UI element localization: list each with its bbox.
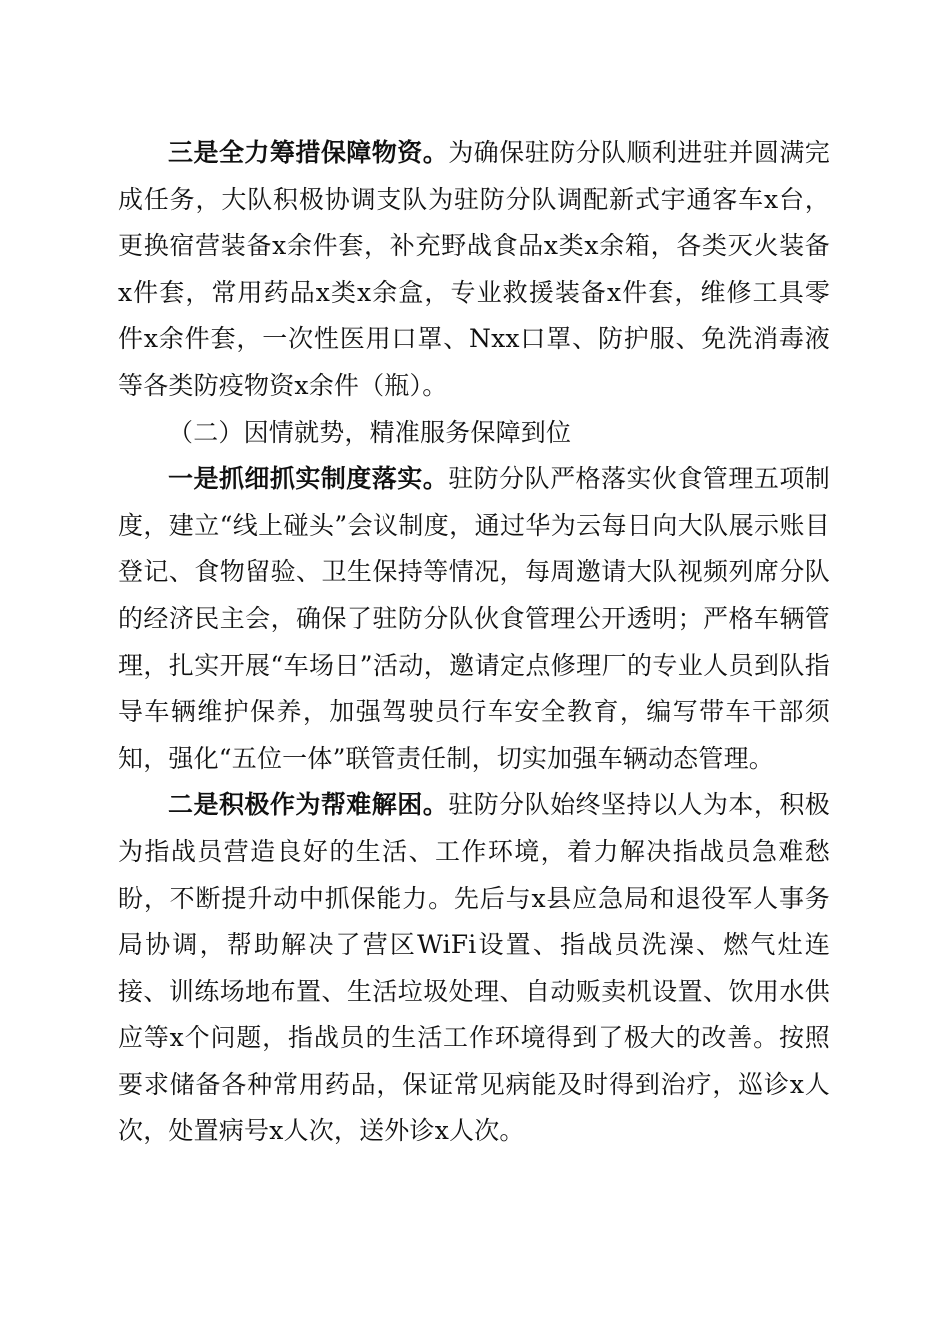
- paragraph-text: 驻防分队严格落实伙食管理五项制度，建立“线上碰头”会议制度，通过华为云每日向大队展示账目登记、食物留验、卫生保持等情况，每周邀请大队视频列席分队的经济民主会，确保了驻防分队伙食管理公开透明；严格车辆管理，扎实开展“车场日”活动，邀请定点修理厂的专业人员到队指导车辆维护保养，加强驾驶员行车安全教育，编写带车干部须知，强化“五位一体”联管责任制，切实加强车辆动态管理。: [118, 464, 830, 773]
- paragraph-supplies: [118, 130, 830, 410]
- paragraph-lead: 三是全力筹措保障物资。: [168, 138, 449, 167]
- document-body: [118, 130, 830, 1155]
- paragraph-lead: 一是抓细抓实制度落实。: [168, 464, 449, 494]
- paragraph-system: [118, 456, 830, 782]
- paragraph-help: [118, 782, 830, 1155]
- paragraph-text: 为确保驻防分队顺利进驻并圆满完成任务，大队积极协调支队为驻防分队调配新式宇通客车x台，更换宿营装备x余件套，补充野战食品x类x余箱，各类灭火装备x件套，常用药品x类x余盒，专业救援装备x件套，维修工具零件x余件套，一次性医用口罩、Nxx口罩、防护服、免洗消毒液等各类防疫物资x余件（瓶）。: [118, 138, 830, 400]
- section-heading: （二）因情就势，精准服务保障到位: [168, 417, 572, 447]
- paragraph-text: 驻防分队始终坚持以人为本，积极为指战员营造良好的生活、工作环境，着力解决指战员急难愁盼，不断提升动中抓保能力。先后与x县应急局和退役军人事务局协调，帮助解决了营区WiFi设置、指战员洗澡、燃气灶连接、训练场地布置、生活垃圾处理、自动贩卖机设置、饮用水供应等x个问题，指战员的生活工作环境得到了极大的改善。按照要求储备各种常用药品，保证常见病能及时得到治疗，巡诊x人次，处置病号x人次，送外诊x人次。: [118, 790, 830, 1146]
- paragraph-lead: 二是积极作为帮难解困。: [168, 790, 449, 820]
